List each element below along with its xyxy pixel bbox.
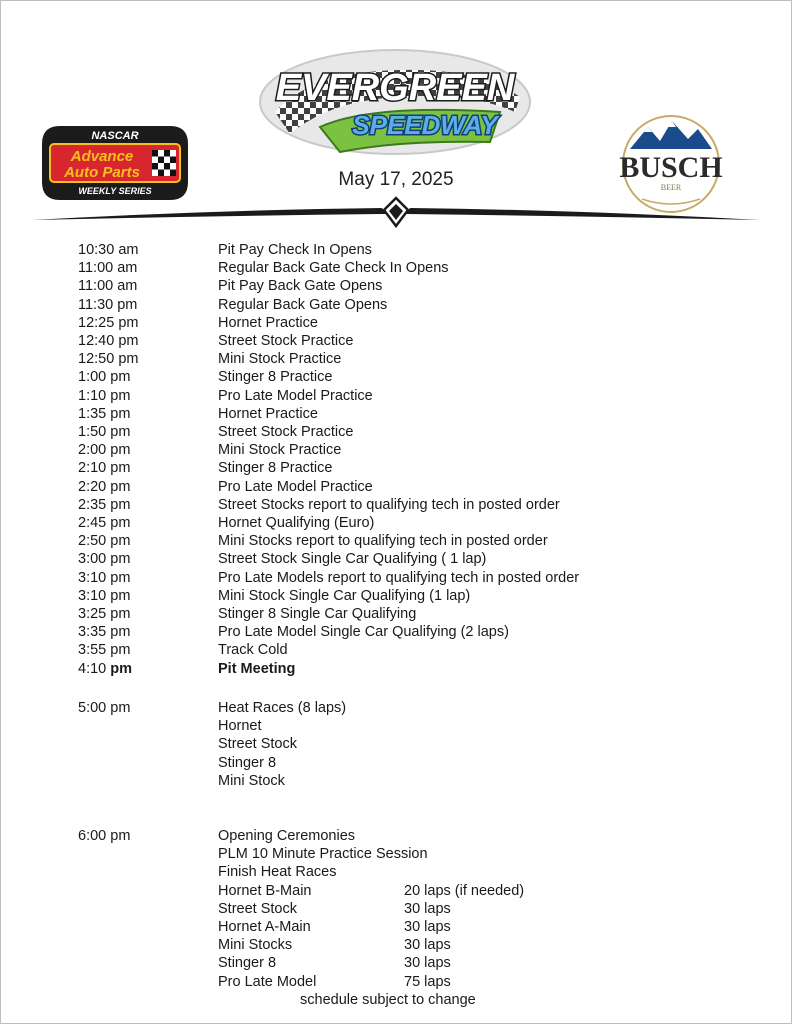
schedule-event: Pro Late Models report to qualifying tech in posted order [218,569,580,586]
feature-race-laps: 30 laps [404,919,451,935]
feature-race-class: Hornet B-Main [218,882,312,899]
schedule-event: Pro Late Model Practice [218,387,373,404]
pit-meeting-time [78,660,132,678]
schedule-event: Regular Back Gate Opens [218,296,388,313]
feature-item: Finish Heat Races [218,864,337,881]
schedule-event: Stinger 8 Practice [218,369,333,386]
schedule-time: 2:20 pm [78,478,131,495]
schedule-event: Mini Stock Single Car Qualifying (1 lap) [218,587,471,604]
evergreen-text: EVERGREEN [275,67,515,109]
feature-race-laps: 30 laps [404,937,451,954]
feature-race-class: Hornet A-Main [218,919,311,935]
feature-item: PLM 10 Minute Practice Session [218,846,428,863]
speedway-text: SPEEDWAY [352,110,498,140]
schedule-event: Regular Back Gate Check In Opens [218,260,449,277]
schedule-event: Hornet Practice [218,314,318,331]
schedule-time: 3:55 pm [78,642,131,659]
nascar-advance-auto-parts-logo [40,120,190,206]
feature-race-laps: 75 laps [404,973,451,990]
feature-race-laps: 30 laps [404,955,451,972]
feature-race-class: Mini Stocks [218,937,293,954]
schedule-time: 11:00 am [78,260,138,277]
event-date: May 17, 2025 [338,169,454,190]
weekly-series-text: WEEKLY SERIES [78,186,152,196]
feature-race-laps: 20 laps (if needed) [404,882,525,899]
schedule-time: 2:00 pm [78,442,131,459]
pit-meeting-time-suffix: pm [110,660,133,677]
heat-race-class: Mini Stock [218,772,285,789]
schedule-event: Mini Stock Practice [218,351,342,368]
schedule-event: Pit Pay Back Gate Opens [218,278,383,295]
schedule-time: 2:45 pm [78,515,131,531]
schedule-event: Pro Late Model Single Car Qualifying (2 laps) [218,624,509,641]
evergreen-speedway-logo [250,42,540,167]
schedule-event: Hornet Practice [218,405,318,422]
schedule-event: Track Cold [218,642,288,659]
auto-parts-text: Auto Parts [64,164,140,181]
schedule-time: 2:10 pm [78,460,131,477]
schedule-time: 1:50 pm [78,424,131,440]
schedule-event: Pro Late Model Practice [218,478,373,495]
beer-text: BEER [660,183,682,192]
schedule-time: 11:00 am [78,278,138,295]
heat-races-time: 5:00 pm [78,700,131,716]
advance-text: Advance [70,148,134,165]
schedule-time: 12:40 pm [78,333,139,349]
heat-race-class: Hornet [218,718,262,735]
feature-race-laps: 30 laps [404,900,451,917]
heat-race-class: Street Stock [218,736,297,753]
schedule-time: 10:30 am [78,242,139,258]
schedule-time: 3:10 pm [78,569,131,586]
heat-race-class: Stinger 8 [218,754,277,771]
schedule-time: 11:30 pm [78,296,138,313]
schedule-time: 3:00 pm [78,551,131,568]
busch-text: BUSCH [619,151,723,184]
feature-race-class: Stinger 8 [218,955,277,972]
schedule-time: 12:50 pm [78,351,139,368]
schedule-time: 2:35 pm [78,496,131,513]
ornamental-divider [32,196,760,236]
schedule-event: Street Stock Practice [218,424,354,440]
schedule-time: 3:10 pm [78,587,131,604]
pit-meeting-time-number: 4:10 [78,660,107,677]
schedule-event: Street Stocks report to qualifying tech in posted order [218,496,560,513]
schedule-event: Mini Stock Practice [218,442,342,459]
nascar-text: NASCAR [91,130,139,142]
schedule-time: 1:00 pm [78,369,131,386]
feature-race-class: Street Stock [218,900,297,917]
schedule-event: Mini Stocks report to qualifying tech in posted order [218,533,548,550]
pit-meeting-event: Pit Meeting [218,660,296,677]
feature-race-class: Pro Late Model [218,973,317,990]
schedule-event: Pit Pay Check In Opens [218,242,372,258]
heat-races-title: Heat Races (8 laps) [218,700,347,716]
schedule-time: 3:25 pm [78,606,131,622]
feature-item: Opening Ceremonies [218,828,356,844]
schedule-time: 2:50 pm [78,533,131,550]
feature-time: 6:00 pm [78,828,131,844]
schedule-time: 1:10 pm [78,387,131,404]
schedule-event: Stinger 8 Single Car Qualifying [218,606,417,622]
schedule-time: 3:35 pm [78,624,131,641]
schedule-event: Stinger 8 Practice [218,460,333,477]
schedule-event: Hornet Qualifying (Euro) [218,515,375,531]
schedule-event: Street Stock Practice [218,333,354,349]
footer-note: schedule subject to change [300,992,476,1008]
schedule-time: 12:25 pm [78,314,139,331]
schedule-time: 1:35 pm [78,405,131,422]
schedule-event: Street Stock Single Car Qualifying ( 1 lap) [218,551,487,568]
